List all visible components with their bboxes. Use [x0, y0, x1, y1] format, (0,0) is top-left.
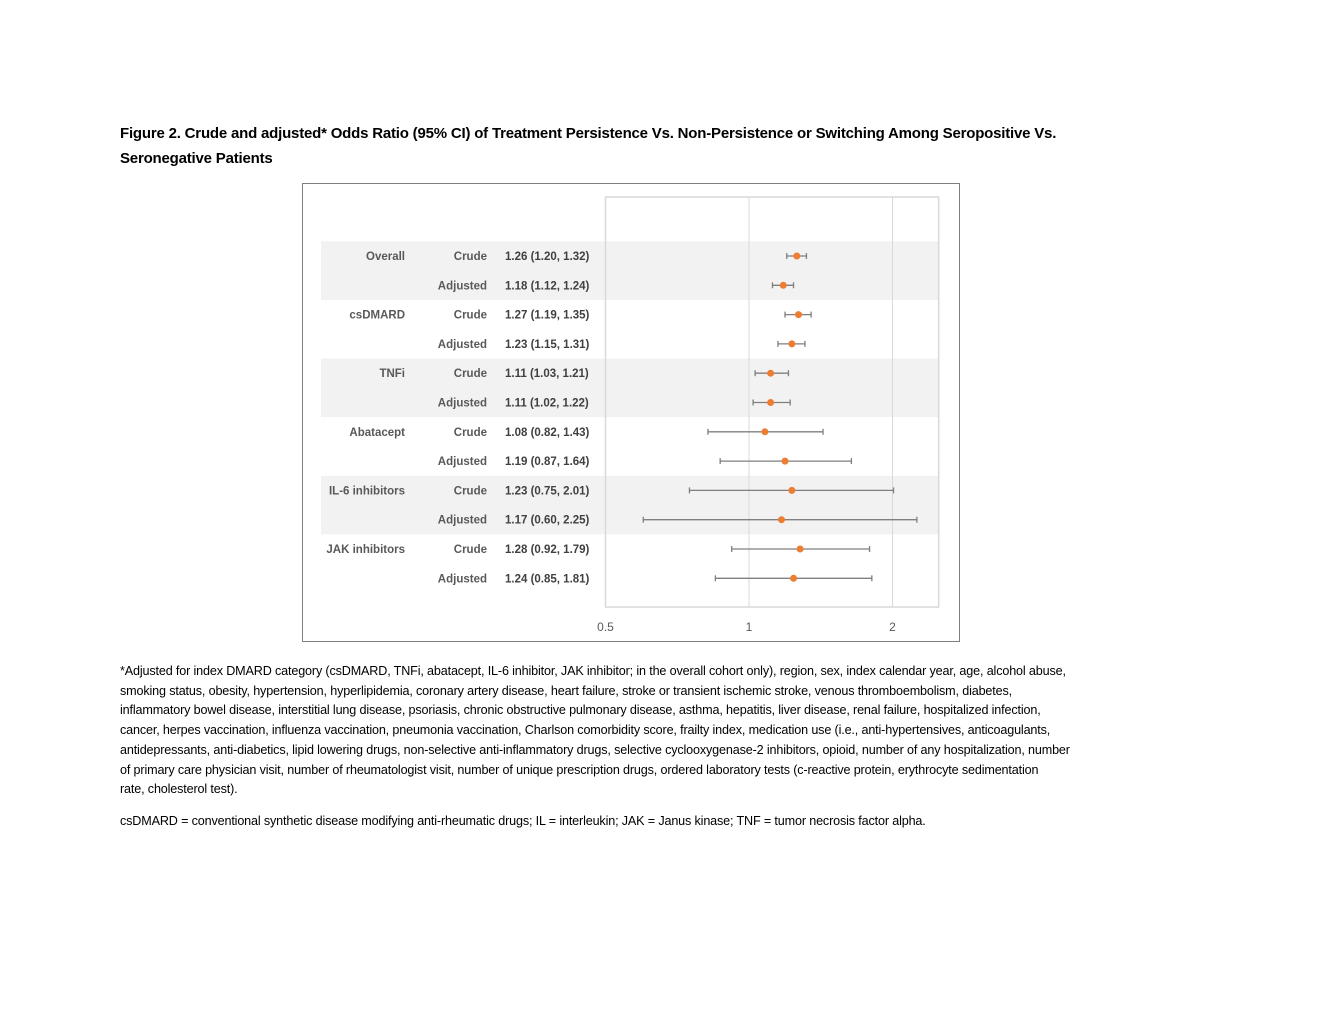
x-tick-label: 0.5 [597, 620, 614, 634]
odds-ratio-point [780, 282, 787, 289]
estimate-type-label: Crude [453, 426, 487, 439]
estimate-type-label: Adjusted [437, 514, 487, 527]
x-tick-label: 2 [889, 620, 896, 634]
odds-ratio-label: 1.23 (1.15, 1.31) [505, 338, 590, 351]
estimate-type-label: Adjusted [437, 456, 487, 469]
footnote-line: smoking status, obesity, hypertension, hyperlipidemia, coronary artery disease, heart failure, stroke or transient ischemic stroke, venous thromboembolism, diabetes, [120, 683, 1012, 698]
group-band [321, 476, 939, 535]
group-band [321, 241, 939, 300]
odds-ratio-label: 1.28 (0.92, 1.79) [505, 544, 590, 556]
figure-title-line-1: Figure 2. Crude and adjusted* Odds Ratio (95% CI) of Treatment Persistence Vs. Non-Persistence or Switching Among Seropositive Vs. [120, 125, 1057, 142]
odds-ratio-label: 1.26 (1.20, 1.32) [505, 251, 590, 263]
odds-ratio-point [782, 458, 789, 465]
odds-ratio-point [788, 487, 795, 494]
odds-ratio-point [793, 253, 800, 260]
estimate-type-label: Adjusted [437, 338, 487, 351]
figure-title-line-2: Seronegative Patients [120, 150, 273, 167]
odds-ratio-label: 1.11 (1.02, 1.22) [505, 397, 589, 410]
estimate-type-label: Crude [453, 251, 487, 263]
odds-ratio-label: 1.08 (0.82, 1.43) [505, 426, 590, 439]
footnote-line: inflammatory bowel disease, interstitial lung disease, psoriasis, chronic obstructive pulmonary disease, asthma, hepatitis, liver disease, renal failure, hospitalized infection, [120, 703, 1041, 718]
footnote-line: *Adjusted for index DMARD category (csDMARD, TNFi, abatacept, IL-6 inhibitor, JAK inhibitor; in the overall cohort only), region, sex, index calendar year, age, alcohol abuse, [120, 664, 1066, 678]
group-band [321, 359, 939, 418]
odds-ratio-point [761, 428, 768, 435]
odds-ratio-point [788, 340, 795, 347]
estimate-type-label: Crude [453, 544, 487, 556]
odds-ratio-label: 1.11 (1.03, 1.21) [505, 368, 589, 381]
odds-ratio-label: 1.23 (0.75, 2.01) [505, 485, 590, 498]
odds-ratio-label: 1.17 (0.60, 2.25) [505, 514, 590, 527]
abbreviations-note: csDMARD = conventional synthetic disease modifying anti-rheumatic drugs; IL = interleukin; JAK = Janus kinase; TNF = tumor necrosis factor alpha. [120, 814, 926, 828]
odds-ratio-point [797, 546, 804, 553]
odds-ratio-label: 1.27 (1.19, 1.35) [505, 309, 590, 322]
estimate-type-label: Adjusted [437, 397, 487, 410]
odds-ratio-point [790, 575, 797, 582]
estimate-type-label: Crude [453, 368, 487, 381]
footnote-line: rate, cholesterol test). [120, 782, 238, 797]
footnote-line: cancer, herpes vaccination, influenza vaccination, pneumonia vaccination, Charlson comorbidity score, frailty index, medication use (i.e., anti-hypertensives, anticoagulants, [120, 723, 1051, 738]
group-label: Abatacept [349, 426, 405, 439]
estimate-type-label: Adjusted [437, 573, 487, 586]
odds-ratio-point [778, 516, 785, 523]
odds-ratio-label: 1.18 (1.12, 1.24) [505, 280, 590, 293]
footnote [120, 662, 1070, 800]
x-tick-label: 1 [745, 620, 753, 634]
odds-ratio-point [767, 370, 774, 377]
estimate-type-label: Crude [453, 485, 487, 498]
estimate-type-label: Adjusted [437, 280, 487, 293]
odds-ratio-point [795, 311, 802, 318]
footnote-line: antidepressants, anti-diabetics, lipid lowering drugs, non-selective anti-inflammatory drugs, selective cyclooxygenase-2 inhibitors, opioid, number of any hospitalization, number [120, 742, 1070, 757]
group-label: csDMARD [349, 309, 405, 322]
odds-ratio-point [767, 399, 774, 406]
group-label: JAK inhibitors [326, 544, 405, 556]
footnote-line: of primary care physician visit, number of rheumatologist visit, number of unique prescription drugs, ordered laboratory tests (c-reactive protein, erythrocyte sedimentation [120, 762, 1039, 777]
estimate-type-label: Crude [453, 309, 487, 322]
group-label: IL-6 inhibitors [328, 485, 405, 498]
odds-ratio-label: 1.19 (0.87, 1.64) [505, 456, 590, 469]
odds-ratio-label: 1.24 (0.85, 1.81) [505, 573, 590, 586]
group-label: TNFi [379, 368, 405, 381]
group-label: Overall [366, 251, 405, 263]
